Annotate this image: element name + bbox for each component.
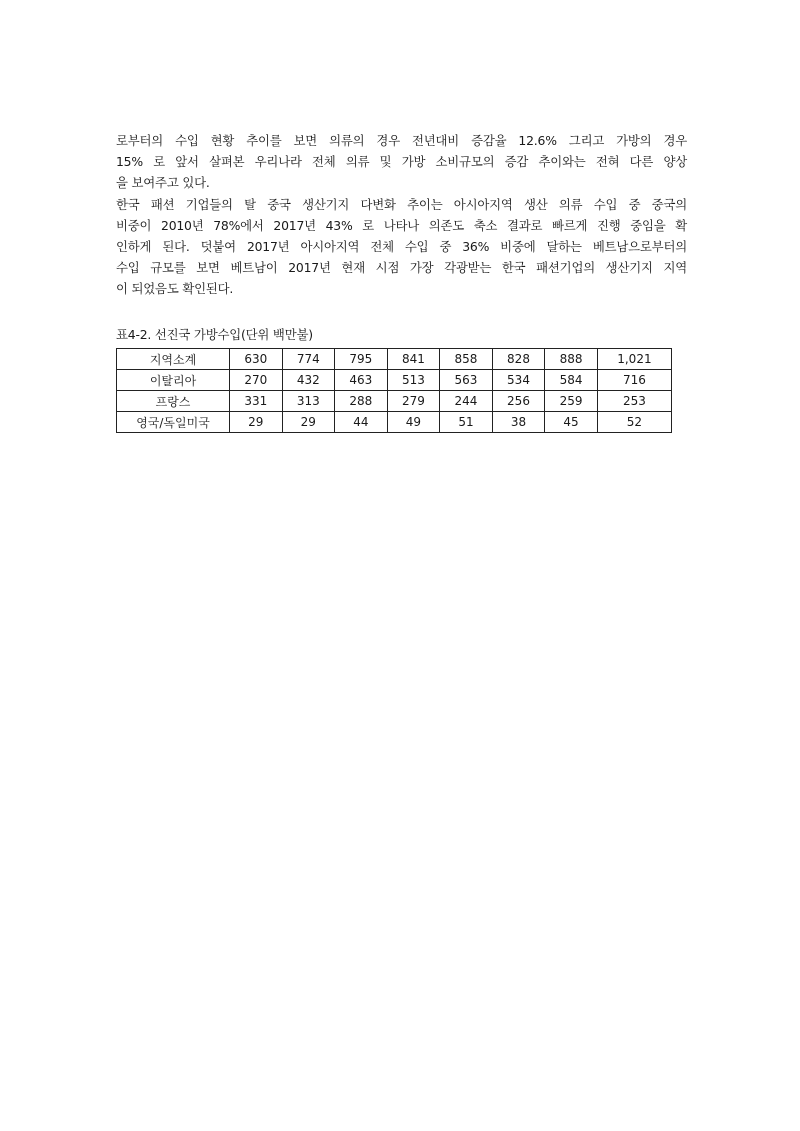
paragraph-line: 한국 패션 기업들의 탈 중국 생산기지 다변화 추이는 아시아지역 생산 의류 수입 중 중국의: [116, 197, 687, 212]
table-cell: 584: [545, 370, 598, 391]
table-cell: 38: [492, 412, 545, 433]
table-cell: 279: [387, 391, 440, 412]
table-cell: 29: [282, 412, 335, 433]
bag-import-table: [116, 348, 672, 433]
table-cell: 49: [387, 412, 440, 433]
table-cell: 331: [230, 391, 283, 412]
table-cell: 774: [282, 349, 335, 370]
table-cell: 51: [440, 412, 493, 433]
row-label: 이탈리아: [117, 370, 230, 391]
table-cell: 259: [545, 391, 598, 412]
table-row: [117, 391, 672, 412]
table-cell: 795: [335, 349, 388, 370]
table-cell: 432: [282, 370, 335, 391]
table-row: [117, 370, 672, 391]
table-cell: 288: [335, 391, 388, 412]
table-cell: 313: [282, 391, 335, 412]
table-cell: 256: [492, 391, 545, 412]
table-cell: 244: [440, 391, 493, 412]
table-row: [117, 349, 672, 370]
row-label: 지역소계: [117, 349, 230, 370]
table-cell: 534: [492, 370, 545, 391]
paragraph-import-trend: [116, 130, 687, 193]
table-cell: 841: [387, 349, 440, 370]
paragraph-diversification: [116, 194, 687, 299]
paragraph-line: 을 보여주고 있다.: [116, 175, 210, 190]
table-cell: 45: [545, 412, 598, 433]
table-cell: 630: [230, 349, 283, 370]
table-cell: 253: [597, 391, 671, 412]
table-cell: 463: [335, 370, 388, 391]
paragraph-line: 비중이 2010년 78%에서 2017년 43% 로 나타나 의존도 축소 결과로 빠르게 진행 중임을 확: [116, 218, 687, 233]
table-caption: 표4-2. 선진국 가방수입(단위 백만불): [116, 327, 313, 342]
paragraph-line: 15% 로 앞서 살펴본 우리나라 전체 의류 및 가방 소비규모의 증감 추이와는 전혀 다른 양상: [116, 154, 687, 169]
table-row: [117, 412, 672, 433]
table-cell: 29: [230, 412, 283, 433]
table-cell: 563: [440, 370, 493, 391]
paragraph-line: 이 되었음도 확인된다.: [116, 281, 234, 296]
table-cell: 513: [387, 370, 440, 391]
table-cell: 888: [545, 349, 598, 370]
table-cell: 270: [230, 370, 283, 391]
paragraph-line: 로부터의 수입 현황 추이를 보면 의류의 경우 전년대비 증감율 12.6% 그리고 가방의 경우: [116, 133, 687, 148]
paragraph-line: 수입 규모를 보면 베트남이 2017년 현재 시점 가장 각광받는 한국 패션기업의 생산기지 지역: [116, 260, 687, 275]
table-cell: 716: [597, 370, 671, 391]
paragraph-line: 인하게 된다. 덧붙여 2017년 아시아지역 전체 수입 중 36% 비중에 달하는 베트남으로부터의: [116, 239, 687, 254]
table-cell: 858: [440, 349, 493, 370]
table-cell: 828: [492, 349, 545, 370]
table-cell: 1,021: [597, 349, 671, 370]
row-label: 영국/독일미국: [117, 412, 230, 433]
table-cell: 44: [335, 412, 388, 433]
row-label: 프랑스: [117, 391, 230, 412]
table-cell: 52: [597, 412, 671, 433]
